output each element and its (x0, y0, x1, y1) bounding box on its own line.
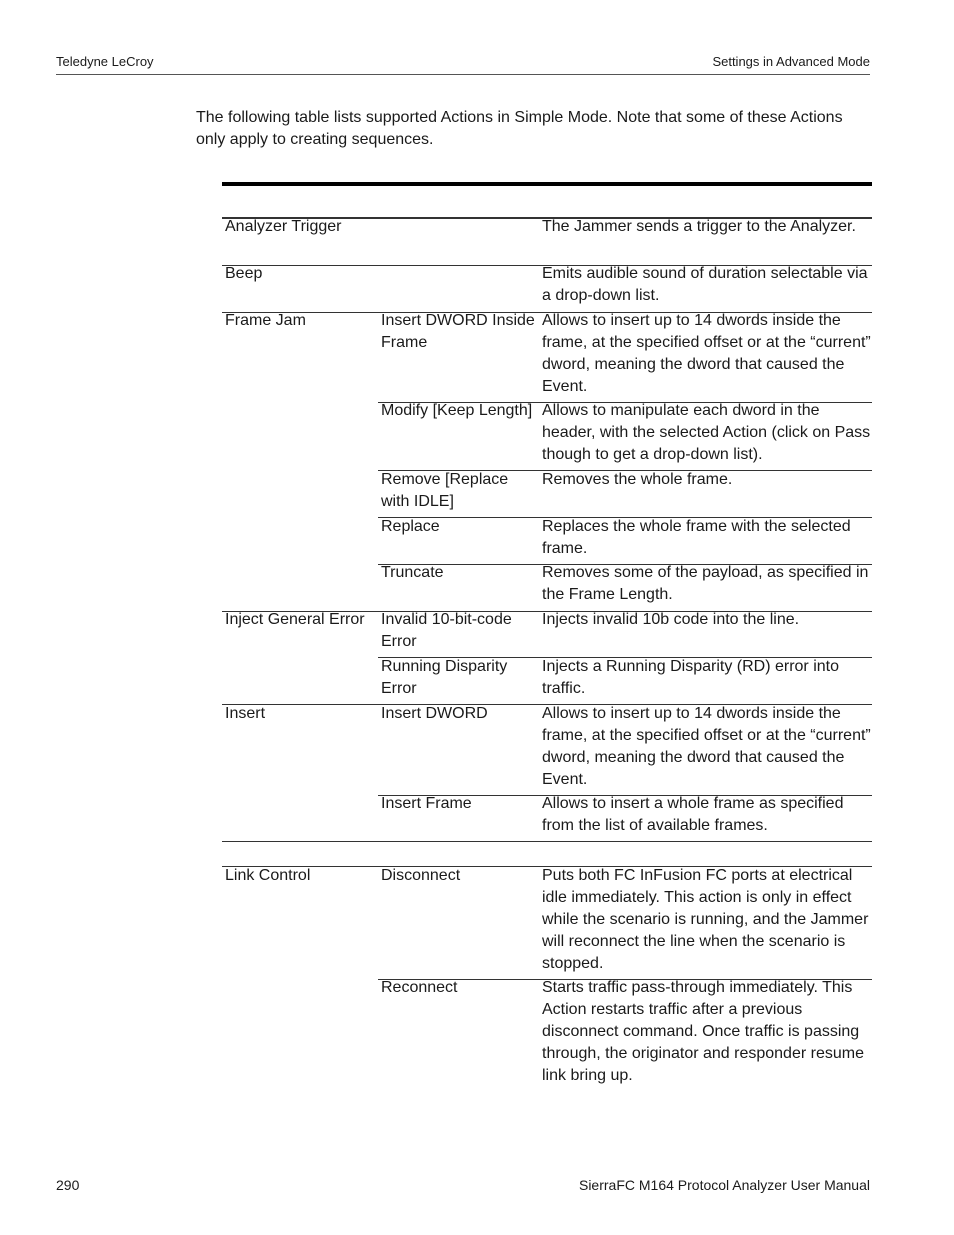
table-cell-subaction: Truncate (381, 564, 444, 581)
page-header (56, 52, 870, 75)
manual-title: SierraFC M164 Protocol Analyzer User Manual (578, 1177, 870, 1193)
table-cell-subaction: Modify [Keep Length] (381, 402, 533, 419)
table-cell-description: Allows to insert up to 14 dwords inside the frame, at the specified offset or at the “current” dword, meaning the dword that caused the Event. (542, 312, 871, 395)
table-cell-action: Insert (225, 705, 266, 722)
table-cell-description: Injects a Running Disparity (RD) error into traffic. (542, 658, 839, 697)
intro-paragraph: The following table lists supported Actions in Simple Mode. Note that some of these Actions only apply to creating sequences. (196, 109, 843, 148)
table-cell-subaction: Replace (381, 518, 440, 535)
table-cell-description: Starts traffic pass-through immediately. This Action restarts traffic after a previous disconnect command. Once traffic is passing through, the originator and responder resume link bring up. (542, 979, 864, 1084)
table-cell-description: Allows to insert a whole frame as specified from the list of available frames. (542, 795, 844, 834)
header-company: Teledyne LeCroy (56, 54, 154, 69)
table-cell-action: Link Control (225, 867, 311, 884)
table-cell-action: Inject General Error (225, 611, 365, 628)
table-cell-description: Replaces the whole frame with the selected frame. (542, 518, 851, 557)
table-cell-subaction: Disconnect (381, 867, 461, 884)
table-rule (222, 841, 872, 842)
page-number: 290 (56, 1177, 80, 1193)
table-cell-subaction: Reconnect (381, 979, 458, 996)
table-cell-description: Removes the whole frame. (542, 471, 733, 488)
table-cell-subaction: Running Disparity Error (381, 658, 508, 697)
table-cell-subaction: Insert Frame (381, 795, 472, 812)
table-cell-description: Allows to insert up to 14 dwords inside the frame, at the specified offset or at the “current” dword, meaning the dword that caused the Event. (542, 705, 871, 788)
table-cell-description: Allows to manipulate each dword in the header, with the selected Action (click on Pass though to get a drop-down list). (542, 402, 871, 463)
table-cell-description: The Jammer sends a trigger to the Analyzer. (542, 218, 856, 235)
table-cell-action: Beep (225, 265, 263, 282)
table-cell-action: Frame Jam (225, 312, 306, 329)
table-cell-subaction: Insert DWORD Inside Frame (381, 312, 535, 351)
table-cell-description: Removes some of the payload, as specified in the Frame Length. (542, 564, 869, 603)
table-cell-description: Puts both FC InFusion FC ports at electrical idle immediately. This action is only in effect while the scenario is running, and the Jammer will reconnect the line when the scenario is stopped. (542, 867, 869, 972)
table-cell-description: Injects invalid 10b code into the line. (542, 611, 800, 628)
table-top-rule (222, 182, 872, 186)
table-cell-subaction: Insert DWORD (381, 705, 488, 722)
table-cell-subaction: Remove [Replace with IDLE] (381, 471, 509, 510)
table-cell-description: Emits audible sound of duration selectable via a drop-down list. (542, 265, 868, 304)
header-section: Settings in Advanced Mode (712, 54, 870, 69)
table-cell-subaction: Invalid 10-bit-code Error (381, 611, 512, 650)
table-cell-action: Analyzer Trigger (225, 218, 342, 235)
